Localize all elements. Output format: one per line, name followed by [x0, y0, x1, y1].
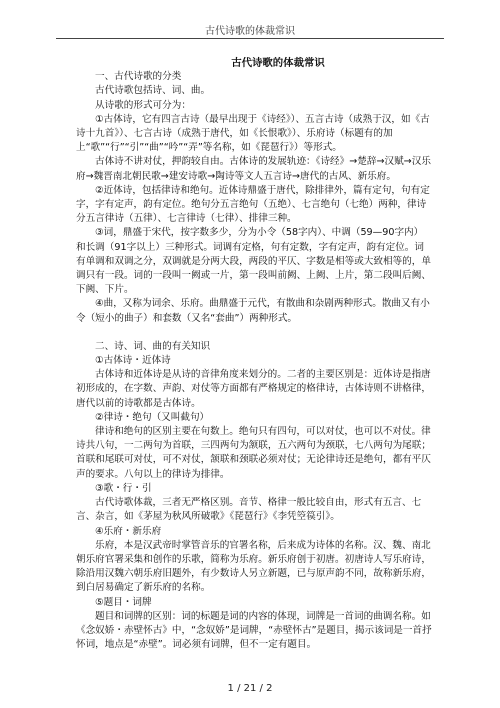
paragraph: ①古体诗，它有四言古诗（最早出现于《诗经》）、五言古诗（成熟于汉，如《古诗十九首》）、七言古诗（成熟于唐代，如《长恨歌》）、乐府诗（标题有的加上“歌”“行”“引”“曲”“吟”“弄”等名称，如《琵琶行》）等形式。: [76, 113, 430, 154]
header-rule: [56, 38, 444, 39]
page-number: 1 / 21 / 2: [227, 683, 273, 694]
paragraph: 从诗歌的形式可分为：: [95, 99, 191, 111]
document-body: [76, 56, 432, 652]
section-heading: 一、古代诗歌的分类: [95, 71, 182, 83]
section-heading: 二、诗、词、曲的有关知识: [95, 340, 211, 352]
running-header: 古代诗歌的体裁常识: [205, 26, 295, 37]
paragraph: ③词，鼎盛于宋代，按字数多少，分为小令（58字内）、中调（59—90字内）和长调（91字以上）三种形式。词调有定格，句有定数，字有定声，韵有定位。词有单调和双调之分，双调就是分两大段，两段的平仄、字数是相等或大致相等的，单调只有一段。词的一段叫一阙或一片，第一段叫前阙、上阙、上片，第二段叫后阙、下阙、下片。: [76, 227, 431, 296]
paragraph: 律诗和绝句的区别主要在句数上。绝句只有四句，可以对仗，也可以不对仗。律诗共八句，一二两句为首联，三四两句为颔联，五六两句为颈联，七八两句为尾联；首联和尾联可对仗，可不对仗，颔联和颈联必须对仗；无论律诗还是绝句，都有平仄声的要求。八句以上的律诗为排律。: [76, 426, 431, 480]
paragraph: 乐府，本是汉武帝时掌管音乐的官署名称，后来成为诗体的名称。汉、魏、南北朝乐府官署采集和创作的乐歌，简称为乐府。新乐府创于初唐。初唐诗人写乐府诗，除沿用汉魏六朝乐府旧题外，有少数诗人另立新题，已与原声韵不同，故称新乐府，到白居易确定了新乐府的名称。: [76, 539, 431, 594]
paragraph: 古体诗和近体诗是从诗的音律角度来划分的。二者的主要区别是：近体诗是指唐初形成的，在字数、声韵、对仗等方面都有严格规定的格律诗，古体诗则不讲格律，唐代以前的诗歌都是古体诗。: [76, 369, 431, 409]
spacer: [76, 326, 432, 340]
document-title: 古代诗歌的体裁常识: [231, 57, 325, 69]
paragraph: 古代诗歌体裁，三者无严格区别。音节、格律一般比较自由，形式有五言、七言、杂言，如《茅屋为秋风所破歌》《琵琶行》《李凭箜篌引》。: [76, 497, 422, 523]
paragraph: ④曲，又称为词余、乐府。曲鼎盛于元代，有散曲和杂剧两种形式。散曲又有小令（短小的曲子）和套数（又名“套曲”）两种形式。: [76, 298, 430, 324]
paragraph: 古体诗不讲对仗，押韵较自由。古体诗的发展轨迹：《诗经》→楚辞→汉赋→汉乐府→魏晋南北朝民歌→建安诗歌→陶诗等文人五言诗→唐代的古风、新乐府。: [76, 156, 431, 182]
paragraph: 古代诗歌包括诗、词、曲。: [95, 85, 211, 97]
paragraph: ②近体诗，包括律诗和绝句。近体诗鼎盛于唐代，除排律外，篇有定句，句有定字，字有定声，韵有定位。绝句分五言绝句（五绝）、七言绝句（七绝）两种，律诗分五言律诗（五律）、七言律诗（七律）、排律三种。: [76, 184, 430, 225]
paragraph: 题目和词牌的区别：词的标题是词的内容的体现，词牌是一首词的曲调名称。如《念奴娇・赤壁怀古》中，“念奴娇”是词牌，“赤壁怀古”是题目，揭示该词是一首抒怀词，地点是“赤壁”。词必须有词牌，但不一定有题目。: [76, 610, 432, 651]
subheading: ①古体诗・近体诗: [95, 355, 171, 367]
subheading: ④乐府・新乐府: [95, 525, 162, 537]
subheading: ③歌・行・引: [95, 482, 152, 494]
subheading: ⑤题目・词牌: [95, 596, 152, 608]
subheading: ②律诗・绝句（又叫截句）: [95, 411, 210, 423]
